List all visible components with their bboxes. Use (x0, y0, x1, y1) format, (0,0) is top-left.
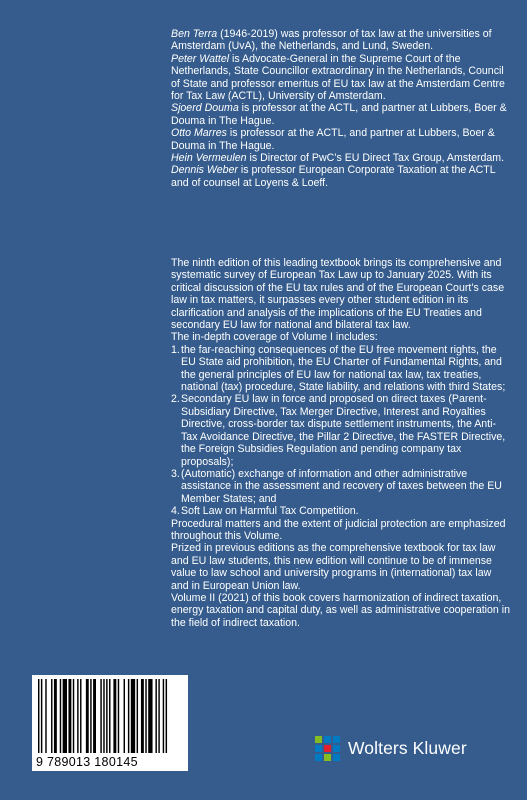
logo-square (333, 754, 340, 761)
author-bio (171, 28, 511, 53)
barcode-bar (38, 679, 39, 753)
author-description: is professor at the ACTL, and partner at Lubbers, Boer & Douma in The Hague. (171, 102, 507, 127)
publisher-name: Wolters Kluwer (348, 737, 467, 758)
author-bio (171, 127, 511, 152)
author-bio (171, 102, 511, 127)
author-name: Peter Wattel (171, 52, 230, 65)
barcode-bar (45, 679, 46, 753)
barcode-bar (145, 679, 146, 753)
publisher-logo (314, 733, 467, 763)
barcode-bar (60, 679, 61, 753)
list-text: the far-reaching consequences of the EU free movement rights, the EU State aid prohibition, the EU Charter of Fundamental Rights, and the general principles of EU law for national tax law, tax treaties, national (tax) procedure, State liability, and relations with third States; (181, 343, 506, 394)
barcode-bar (54, 679, 57, 753)
barcode-bars (36, 679, 184, 753)
barcode-bar (103, 679, 104, 753)
prized-note: Prized in previous editions as the comprehensive textbook for tax law and EU law students, this new edition will continue to be of immense value to law school and university programs in (international) tax law and in European Union law. (171, 542, 496, 592)
logo-square (324, 745, 331, 752)
barcode-bar (51, 679, 52, 753)
barcode-bar (118, 679, 119, 753)
logo-square (324, 754, 331, 761)
list-item (171, 393, 511, 467)
description-intro: The ninth edition of this leading textbook brings its comprehensive and systematic survey of European Tax Law up to January 2025. With its critical discussion of the EU tax rules and of the European Court’s case law in tax matters, it surpasses every other student edition in its clarification and analysis of the implications of the EU Treaties and secondary EU law for national and bilateral tax law. (171, 257, 505, 332)
logo-square (333, 745, 340, 752)
author-description: is Advocate-General in the Supreme Court of the Netherlands, State Councillor extraordinary in the Netherlands, Council of State and professor emeritus of EU tax law at the Amsterdam Centre for Tax Law (ACTL), University of Amsterdam. (171, 52, 505, 103)
barcode-bar (77, 679, 78, 753)
isbn-barcode (32, 675, 188, 771)
barcode-bar (113, 679, 116, 753)
list-item (171, 344, 511, 394)
barcode-bar (163, 679, 164, 753)
book-description (171, 257, 511, 629)
logo-square (315, 745, 322, 752)
barcode-bar (68, 679, 71, 753)
barcode-bar (166, 679, 167, 753)
barcode-bar (131, 679, 135, 753)
barcode-bar (100, 679, 101, 753)
list-number: 3. (171, 467, 180, 480)
barcode-bar (158, 679, 159, 753)
author-description: (1946-2019) was professor of tax law at the universities of Amsterdam (UvA), the Netherlands, and Lund, Sweden. (171, 28, 492, 53)
barcode-bar (128, 679, 129, 753)
coverage-lead: The in-depth coverage of Volume I includes: (171, 331, 378, 344)
procedural-note: Procedural matters and the extent of judicial protection are emphasized throughout this Volume. (171, 517, 506, 542)
list-number: 1. (171, 343, 180, 356)
list-item (171, 468, 511, 505)
barcode-bar (86, 679, 89, 753)
barcode-bar (106, 679, 107, 753)
author-bios (171, 28, 511, 189)
barcode-bar (148, 679, 152, 753)
coverage-list (171, 344, 511, 518)
barcode-bar (141, 679, 144, 753)
barcode-bar (155, 679, 156, 753)
author-description: is professor European Corporate Taxation at the ACTL and of counsel at Loyens & Loeff. (171, 164, 496, 189)
barcode-bar (90, 679, 91, 753)
barcode-bar (93, 679, 96, 753)
author-description: is professor at the ACTL, and partner at Lubbers, Boer & Douma in The Hague. (171, 127, 495, 152)
author-bio (171, 53, 511, 103)
volume-two-note: Volume II (2021) of this book covers harmonization of indirect taxation, energy taxation and capital duty, as well as administrative cooperation in the field of indirect taxation. (171, 591, 510, 629)
barcode-digits: 9 789013 180145 (36, 755, 138, 769)
logo-square (333, 736, 340, 743)
barcode-bar (137, 679, 138, 753)
list-text: Secondary EU law in force and proposed on direct taxes (Parent-Subsidiary Directive, Tax Merger Directive, Interest and Royalties Directive, cross-border tax dispute settlement instruments, the Anti-Tax Avoidance Directive, the Pillar 2 Directive, the FASTER Directive, the Foreign Subsidies Regulation and pending company tax proposals); (181, 393, 506, 468)
author-name: Otto Marres (171, 127, 227, 140)
barcode-bar (73, 679, 74, 753)
list-text: (Automatic) exchange of information and other administrative assistance in the assessment and recovery of taxes between the EU Member States; and (181, 467, 502, 505)
logo-square (324, 736, 331, 743)
list-number: 4. (171, 505, 180, 518)
list-item (171, 505, 511, 517)
logo-square (315, 754, 322, 761)
author-bio (171, 164, 511, 189)
list-text: Soft Law on Harmful Tax Competition. (181, 505, 359, 518)
barcode-bar (63, 679, 67, 753)
author-name: Dennis Weber (171, 164, 238, 177)
author-name: Sjoerd Douma (171, 102, 239, 115)
wolters-kluwer-logo-icon (314, 735, 341, 762)
logo-square (315, 736, 322, 743)
author-description: is Director of PwC’s EU Direct Tax Group, Amsterdam. (246, 152, 505, 165)
author-name: Hein Vermeulen (171, 152, 247, 165)
author-bio (171, 152, 511, 164)
author-name: Ben Terra (171, 28, 218, 40)
list-number: 2. (171, 393, 180, 406)
barcode-bar (80, 679, 81, 753)
barcode-bar (41, 679, 42, 753)
barcode-bar (109, 679, 110, 753)
barcode-bar (124, 679, 125, 753)
